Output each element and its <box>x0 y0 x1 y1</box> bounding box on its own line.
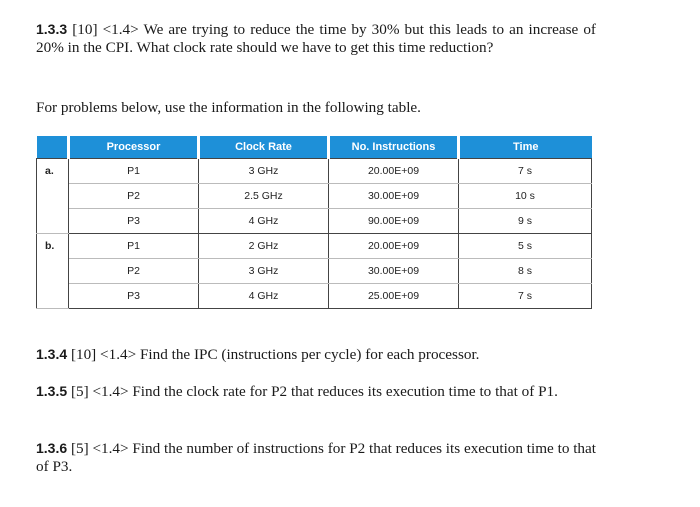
table-row <box>37 234 592 259</box>
cell-processor: P2 <box>69 184 199 209</box>
header-processor: Processor <box>69 136 199 159</box>
group-label: b. <box>37 234 69 309</box>
cell-clock-rate: 3 GHz <box>199 259 329 284</box>
cell-processor: P1 <box>69 234 199 259</box>
problem-number: 1.3.6 <box>36 440 68 456</box>
header-clock-rate: Clock Rate <box>199 136 329 159</box>
group-label: a. <box>37 159 69 234</box>
cell-instructions: 30.00E+09 <box>329 184 459 209</box>
problem-number: 1.3.4 <box>36 346 68 362</box>
problem-number: 1.3.5 <box>36 383 68 399</box>
cell-processor: P3 <box>69 284 199 309</box>
cell-clock-rate: 4 GHz <box>199 284 329 309</box>
cell-clock-rate: 4 GHz <box>199 209 329 234</box>
table-row <box>37 284 592 309</box>
processor-table <box>36 136 592 309</box>
cell-time: 8 s <box>459 259 592 284</box>
cell-instructions: 30.00E+09 <box>329 259 459 284</box>
cell-instructions: 25.00E+09 <box>329 284 459 309</box>
cell-instructions: 90.00E+09 <box>329 209 459 234</box>
problem-number: 1.3.3 <box>36 21 68 37</box>
cell-processor: P2 <box>69 259 199 284</box>
header-time: Time <box>459 136 592 159</box>
cell-time: 9 s <box>459 209 592 234</box>
header-no-instructions: No. Instructions <box>329 136 459 159</box>
problem-1-3-3 <box>36 20 596 57</box>
cell-time: 7 s <box>459 284 592 309</box>
table-intro: For problems below, use the information in the following table. <box>36 99 421 116</box>
problem-1-3-5 <box>36 382 596 401</box>
cell-instructions: 20.00E+09 <box>329 159 459 184</box>
cell-clock-rate: 2.5 GHz <box>199 184 329 209</box>
cell-time: 10 s <box>459 184 592 209</box>
table-row <box>37 184 592 209</box>
table-row <box>37 259 592 284</box>
table-header-row <box>37 136 592 159</box>
cell-clock-rate: 3 GHz <box>199 159 329 184</box>
problem-text: [10] <1.4> We are trying to reduce the time by 30% but this leads to an increase of 20% in the CPI. What clock rate should we have to get this time reduction? <box>36 21 596 56</box>
cell-time: 7 s <box>459 159 592 184</box>
cell-processor: P3 <box>69 209 199 234</box>
problem-text: [5] <1.4> Find the clock rate for P2 that reduces its execution time to that of P1. <box>67 383 558 400</box>
problem-text: [5] <1.4> Find the number of instructions for P2 that reduces its execution time to that of P3. <box>36 440 596 475</box>
cell-time: 5 s <box>459 234 592 259</box>
problem-1-3-6 <box>36 439 596 476</box>
table-row <box>37 209 592 234</box>
header-blank <box>37 136 69 159</box>
cell-processor: P1 <box>69 159 199 184</box>
cell-instructions: 20.00E+09 <box>329 234 459 259</box>
cell-clock-rate: 2 GHz <box>199 234 329 259</box>
table-row <box>37 159 592 184</box>
problem-1-3-4 <box>36 345 596 364</box>
problem-text: [10] <1.4> Find the IPC (instructions per cycle) for each processor. <box>67 346 480 363</box>
